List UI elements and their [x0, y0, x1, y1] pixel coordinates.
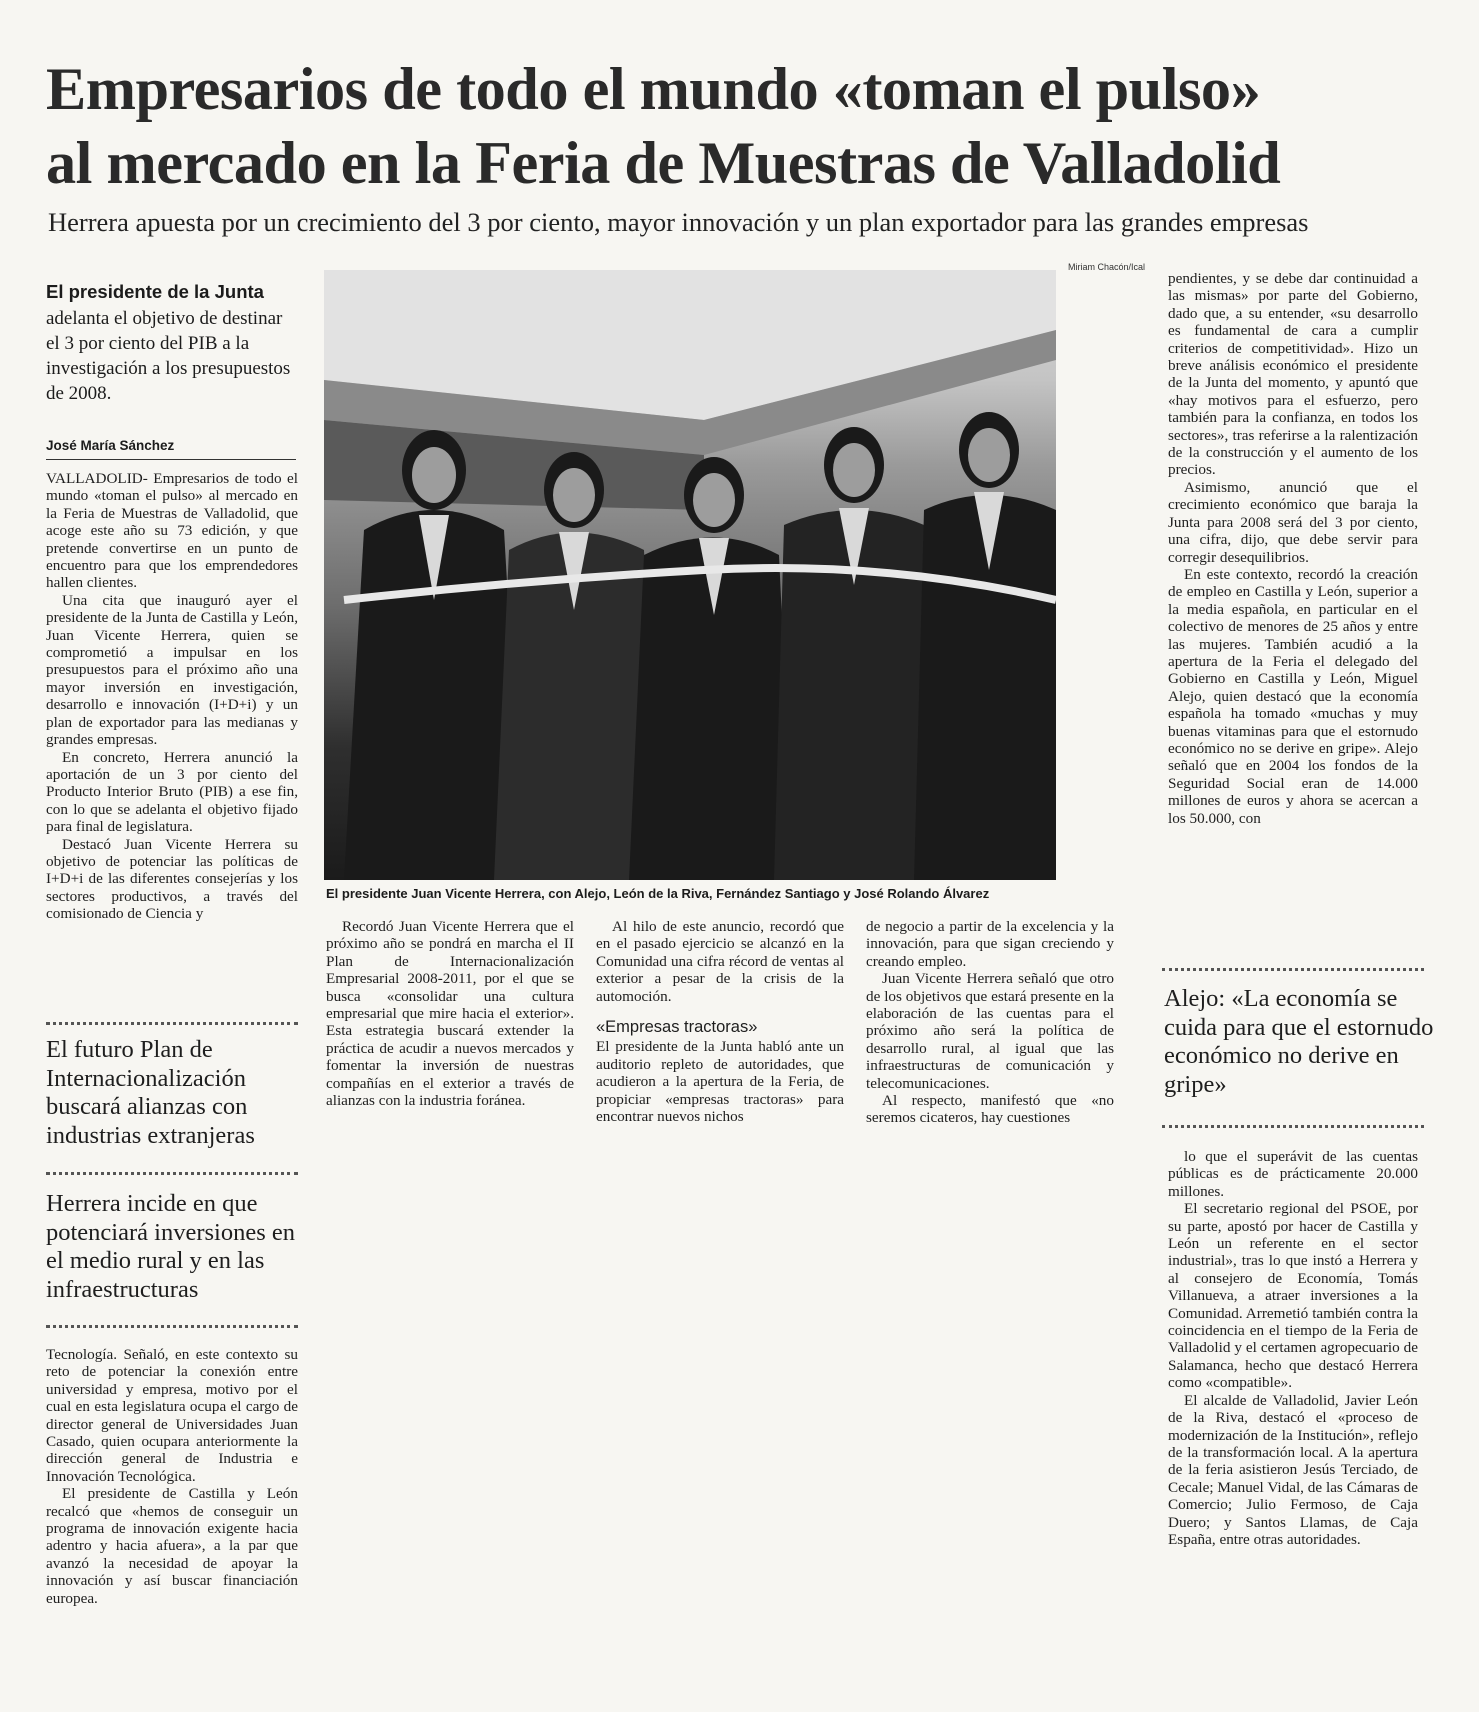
byline-rule — [46, 459, 296, 460]
paragraph: El presidente de la Junta habló ante un auditorio repleto de autoridades, que acudieron a la apertura de la Feria, de propiciar «empresas tractoras» para encontrar nuevos nichos — [596, 1038, 844, 1126]
headline-line-2: al mercado en la Feria de Muestras de Valladolid — [46, 130, 1281, 196]
section-subtitle: «Empresas tractoras» — [596, 1018, 758, 1037]
photo-illustration — [324, 270, 1056, 880]
pull-quote-alejo: Alejo: «La economía se cuida para que el estornudo económico no derive en gripe» — [1164, 985, 1434, 1098]
column-1-text — [46, 470, 298, 923]
paragraph: Al respecto, manifestó que «no seremos cicateros, hay cuestiones — [866, 1092, 1114, 1127]
paragraph: Juan Vicente Herrera señaló que otro de los objetivos que estará presente en la elaboración de las cuentas para el próximo año será la política de desarrollo rural, al igual que las infraestructuras de comunicación y telecomunicaciones. — [866, 970, 1114, 1092]
paragraph: En concreto, Herrera anunció la aportación de un 3 por ciento del Producto Interior Bruto (PIB) a ese fin, con lo que se adelanta el objetivo fijado para final de legislatura. — [46, 748, 298, 836]
divider — [1162, 968, 1424, 971]
pull-quote-plan: El futuro Plan de Internacionalización buscará alianzas con industrias extranjeras — [46, 1036, 255, 1149]
photo-caption: El presidente Juan Vicente Herrera, con Alejo, León de la Riva, Fernández Santiago y José Rolando Álvarez — [326, 886, 990, 901]
paragraph: pendientes, y se debe dar continuidad a las mismas» por parte del Gobierno, dado que, a su entender, «su desarrollo es fundamental de cara a cumplir criterios de competitividad». Hizo un breve análisis económico el presidente de la Junta del momento, y apuntó que «hay motivos para el esfuerzo, pero también para la confianza, en todos los sectores», tras referirse a la ralentización de la construcción y el aumento de los precios. — [1168, 270, 1418, 479]
headline-line-1: Empresarios de todo el mundo «toman el pulso» — [46, 56, 1261, 122]
subheadline: Herrera apuesta por un crecimiento del 3 por ciento, mayor innovación y un plan exportador para las grandes empresas — [48, 207, 1309, 237]
paragraph: Una cita que inauguró ayer el presidente de la Junta de Castilla y León, Juan Vicente Herrera, quien se comprometió a impulsar en los presupuestos para el próximo año una mayor inversión en investigación, desarrollo e innovación (I+D+i) y un plan de exportador para las medianas y grandes empresas. — [46, 591, 298, 749]
paragraph: de negocio a partir de la excelencia y la innovación, para que sigan creciendo y creando empleo. — [866, 918, 1114, 970]
news-photo — [324, 270, 1056, 880]
column-4-text — [866, 918, 1114, 1127]
paragraph: El presidente de Castilla y León recalcó que «hemos de conseguir un programa de innovación exigente hacia adentro y hacia afuera», a la par que avanzó la necesidad de apoyar la innovación y así buscar financiación europea. — [46, 1485, 298, 1607]
column-1b-text — [46, 1346, 298, 1607]
divider — [1162, 1125, 1424, 1128]
column-2-text — [326, 918, 574, 1109]
headline — [46, 52, 1453, 200]
photo-credit: Miriam Chacón/Ical — [1068, 262, 1146, 272]
column-3-text — [596, 918, 844, 1125]
pull-quote-rural: Herrera incide en que potenciará inversiones en el medio rural y en las infraestructuras — [46, 1190, 295, 1303]
paragraph: Recordó Juan Vicente Herrera que el próximo año se pondrá en marcha el II Plan de Internacionalización Empresarial 2008-2011, por el que se busca «consolidar una cultura empresarial que mire hacia el exterior». Esta estrategia buscará extender la práctica de acudir a nuevos mercados y fomentar la inversión de nuestras compañías en el exterior a través de alianzas con la industria foránea. — [326, 918, 574, 1110]
paragraph: Asimismo, anunció que el crecimiento económico que baraja la Junta para 2008 será del 3 por ciento, una cifra, dijo, que debe servir para corregir desequilibrios. — [1168, 478, 1418, 566]
divider — [46, 1022, 298, 1025]
divider — [46, 1172, 298, 1175]
paragraph: Destacó Juan Vicente Herrera su objetivo de potenciar las políticas de I+D+i de las diferentes consejerías y los sectores productivos, a través del comisionado de Ciencia y — [46, 835, 298, 923]
intro-lead-text: adelanta el objetivo de destinar el 3 por ciento del PIB a la investigación a los presupuestos de 2008. — [46, 308, 291, 404]
column-5b-text — [1168, 1148, 1418, 1548]
paragraph: El alcalde de Valladolid, Javier León de la Riva, destacó el «proceso de modernización de la Institución», reflejo de la transformación local. A la apertura de la feria asistieron Jesús Terciado, de Cecale; Manuel Vidal, de las Cámaras de Comercio; Julio Fermoso, de Caja Duero; y Santos Llamas, de Caja España, entre otras autoridades. — [1168, 1391, 1418, 1548]
intro-lead-bold: El presidente de la Junta — [46, 281, 264, 302]
paragraph: En este contexto, recordó la creación de empleo en Castilla y León, superior a la media española, en particular en el colectivo de menores de 25 años y entre las mujeres. También acudió a la apertura de la Feria el delegado del Gobierno en Castilla y León, Miguel Alejo, quien destacó que la economía española ha tomado «muchas y muy buenas vitaminas para que el estornudo económico no se derive en gripe». Alejo señaló que en 2004 los fondos de la Seguridad Social eran de 14.000 millones de euros y ahora se acercan a los 50.000, con — [1168, 565, 1418, 827]
divider — [46, 1325, 298, 1328]
paragraph: VALLADOLID- Empresarios de todo el mundo «toman el pulso» al mercado en la Feria de Muestras de Valladolid, que acoge este año su 73 edición, y que pretende convertirse en un punto de encuentro para que los emprendedores hallen clientes. — [46, 470, 298, 592]
paragraph: Tecnología. Señaló, en este contexto su reto de potenciar la conexión entre universidad y empresa, motivo por el cual en esta legislatura ocupa el cargo de director general de Universidades Juan Casado, quien ocupara anteriormente la dirección general de Industria e Innovación Tecnológica. — [46, 1346, 298, 1485]
paragraph: lo que el superávit de las cuentas públicas es de prácticamente 20.000 millones. — [1168, 1148, 1418, 1200]
byline: José María Sánchez — [46, 438, 175, 453]
column-5-text — [1168, 270, 1418, 827]
paragraph: El secretario regional del PSOE, por su parte, apostó por hacer de Castilla y León un referente en el sector industrial», tras lo que instó a Herrera y al consejero de Economía, Tomás Villanueva, a atraer inversiones a la Comunidad. Arremetió también contra la coincidencia en el tiempo de la Feria de Valladolid y el certamen agropecuario de Salamanca, hecho que destacó Herrera como «compatible». — [1168, 1200, 1418, 1392]
paragraph: Al hilo de este anuncio, recordó que en el pasado ejercicio se alcanzó en la Comunidad una cifra récord de ventas al exterior a pesar de la crisis de la automoción. — [596, 918, 844, 1005]
